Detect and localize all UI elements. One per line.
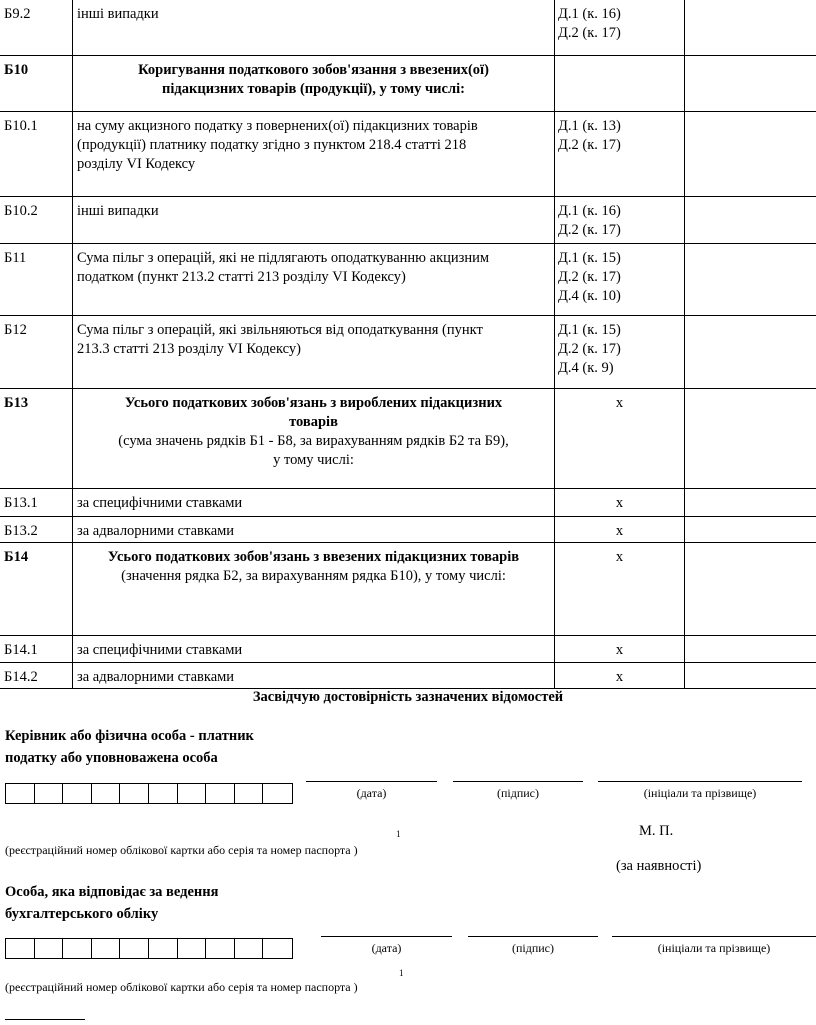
row-reference: х bbox=[555, 517, 685, 542]
table-row bbox=[0, 663, 816, 689]
row-reference bbox=[555, 112, 685, 196]
reg-number-boxes-2[interactable] bbox=[5, 938, 293, 959]
description-line: Сума пільг з операцій, які звільняються від оподаткування (пункт bbox=[77, 322, 483, 338]
digit-box[interactable] bbox=[178, 939, 207, 958]
row-description bbox=[73, 244, 555, 315]
row-reference: х bbox=[555, 636, 685, 662]
digit-box[interactable] bbox=[63, 784, 92, 803]
footnote-mark-2: 1 bbox=[399, 968, 404, 978]
row-description bbox=[73, 112, 555, 196]
row-code: Б10.1 bbox=[0, 112, 73, 196]
digit-box[interactable] bbox=[178, 784, 207, 803]
row-description bbox=[73, 543, 555, 635]
description-line: розділу VI Кодексу bbox=[77, 156, 196, 172]
row-description bbox=[73, 389, 555, 488]
description-line: за специфічними ставками bbox=[77, 495, 243, 511]
section1-title bbox=[5, 725, 254, 769]
date-line-1[interactable] bbox=[306, 781, 437, 782]
description-line: за адвалорними ставками bbox=[77, 669, 235, 685]
name-line-2[interactable] bbox=[612, 936, 816, 937]
table-row bbox=[0, 517, 816, 543]
reference-line: Д.2 (к. 17) bbox=[558, 137, 621, 153]
row-amount[interactable] bbox=[685, 517, 816, 542]
section2-title-line1: Особа, яка відповідає за ведення bbox=[5, 884, 219, 900]
row-reference bbox=[555, 0, 685, 55]
row-code: Б14.1 bbox=[0, 636, 73, 662]
digit-box[interactable] bbox=[149, 784, 178, 803]
reg-number-note-2: (реєстраційний номер облікової картки або серія та номер паспорта ) bbox=[5, 980, 358, 994]
row-reference bbox=[555, 316, 685, 388]
table-row bbox=[0, 244, 816, 316]
name-caption-2: (ініціали та прізвище) bbox=[657, 941, 771, 955]
description-bold-line: Усього податкових зобов'язань з вироблених підакцизних bbox=[124, 395, 503, 411]
reference-line: Д.2 (к. 17) bbox=[558, 222, 621, 238]
row-amount[interactable] bbox=[685, 112, 816, 196]
row-description bbox=[73, 517, 555, 542]
section2-title bbox=[5, 881, 218, 925]
row-code: Б13.2 bbox=[0, 517, 73, 542]
table-row bbox=[0, 316, 816, 389]
digit-box[interactable] bbox=[35, 939, 64, 958]
row-amount[interactable] bbox=[685, 489, 816, 516]
reg-number-boxes-1[interactable] bbox=[5, 783, 293, 804]
reference-line: Д.2 (к. 17) bbox=[558, 269, 621, 285]
row-code: Б12 bbox=[0, 316, 73, 388]
row-description bbox=[73, 0, 555, 55]
row-amount[interactable] bbox=[685, 543, 816, 635]
digit-box[interactable] bbox=[206, 784, 235, 803]
name-line-1[interactable] bbox=[598, 781, 802, 782]
stamp-place-label: М. П. bbox=[639, 823, 674, 839]
row-reference bbox=[555, 197, 685, 243]
reference-line: Д.1 (к. 16) bbox=[558, 203, 621, 219]
signature-line-2[interactable] bbox=[468, 936, 598, 937]
description-line: податком (пункт 213.2 статті 213 розділу VI Кодексу) bbox=[77, 269, 406, 285]
description-line: Сума пільг з операцій, які не підлягають оподаткуванню акцизним bbox=[77, 250, 490, 266]
reg-number-note-1: (реєстраційний номер облікової картки або серія та номер паспорта ) bbox=[5, 843, 358, 857]
digit-box[interactable] bbox=[120, 939, 149, 958]
row-amount[interactable] bbox=[685, 56, 816, 111]
description-line: за адвалорними ставками bbox=[77, 523, 235, 539]
row-reference bbox=[555, 244, 685, 315]
table-row bbox=[0, 636, 816, 663]
row-description bbox=[73, 489, 555, 516]
description-line: (продукції) платнику податку згідно з пунктом 218.4 статті 218 bbox=[77, 137, 467, 153]
description-line: (значення рядка Б2, за вирахуванням рядка Б10), у тому числі: bbox=[121, 568, 506, 584]
row-code: Б10.2 bbox=[0, 197, 73, 243]
row-description bbox=[73, 663, 555, 688]
reference-line: Д.4 (к. 10) bbox=[558, 288, 621, 304]
reference-line: Д.1 (к. 16) bbox=[558, 6, 621, 22]
if-any-note: (за наявності) bbox=[616, 858, 702, 874]
section2-title-line2: бухгалтерського обліку bbox=[5, 906, 159, 922]
digit-box[interactable] bbox=[35, 784, 64, 803]
table-row bbox=[0, 197, 816, 244]
description-bold-line: Усього податкових зобов'язань з ввезених підакцизних товарів bbox=[107, 549, 520, 565]
row-description bbox=[73, 636, 555, 662]
description-line: Коригування податкового зобов'язання з ввезених(ої) bbox=[138, 62, 489, 78]
row-reference: х bbox=[555, 543, 685, 635]
row-description bbox=[73, 56, 555, 111]
digit-box[interactable] bbox=[235, 939, 264, 958]
row-amount[interactable] bbox=[685, 663, 816, 688]
section1-title-line1: Керівник або фізична особа - платник bbox=[5, 728, 254, 744]
row-code: Б14.2 bbox=[0, 663, 73, 688]
reference-line: Д.1 (к. 13) bbox=[558, 118, 621, 134]
row-code: Б14 bbox=[0, 543, 73, 635]
digit-box[interactable] bbox=[120, 784, 149, 803]
description-line: у тому числі: bbox=[273, 452, 354, 468]
reference-line: Д.4 (к. 9) bbox=[558, 360, 614, 376]
digit-box[interactable] bbox=[263, 939, 292, 958]
row-description bbox=[73, 316, 555, 388]
description-line: 213.3 статті 213 розділу VI Кодексу) bbox=[77, 341, 301, 357]
date-caption-1: (дата) bbox=[356, 786, 387, 800]
signature-line-1[interactable] bbox=[453, 781, 583, 782]
row-reference bbox=[555, 56, 685, 111]
reference-line: Д.1 (к. 15) bbox=[558, 250, 621, 266]
digit-box[interactable] bbox=[6, 784, 35, 803]
description-line: за специфічними ставками bbox=[77, 642, 243, 658]
digit-box[interactable] bbox=[206, 939, 235, 958]
signature-caption-2: (підпис) bbox=[511, 941, 555, 955]
table-row bbox=[0, 112, 816, 197]
row-code: Б13.1 bbox=[0, 489, 73, 516]
name-caption-1: (ініціали та прізвище) bbox=[643, 786, 757, 800]
row-amount[interactable] bbox=[685, 244, 816, 315]
digit-box[interactable] bbox=[6, 939, 35, 958]
row-reference: х bbox=[555, 489, 685, 516]
digit-box[interactable] bbox=[149, 939, 178, 958]
row-code: Б11 bbox=[0, 244, 73, 315]
digit-box[interactable] bbox=[235, 784, 264, 803]
row-reference: х bbox=[555, 663, 685, 688]
digit-box[interactable] bbox=[92, 784, 121, 803]
table-row bbox=[0, 489, 816, 517]
date-caption-2: (дата) bbox=[371, 941, 402, 955]
digit-box[interactable] bbox=[63, 939, 92, 958]
description-bold-line: товарів bbox=[289, 414, 338, 430]
row-code: Б10 bbox=[0, 56, 73, 111]
description-line: інші випадки bbox=[77, 6, 159, 22]
digit-box[interactable] bbox=[263, 784, 292, 803]
row-amount[interactable] bbox=[685, 0, 816, 55]
table-row bbox=[0, 389, 816, 489]
row-reference: х bbox=[555, 389, 685, 488]
row-amount[interactable] bbox=[685, 197, 816, 243]
row-code: Б9.2 bbox=[0, 0, 73, 55]
digit-box[interactable] bbox=[92, 939, 121, 958]
date-line-2[interactable] bbox=[321, 936, 452, 937]
table-row bbox=[0, 0, 816, 56]
row-amount[interactable] bbox=[685, 316, 816, 388]
table-row bbox=[0, 543, 816, 636]
section1-title-line2: податку або уповноважена особа bbox=[5, 750, 218, 766]
footnote-separator bbox=[5, 1019, 85, 1020]
description-line: інші випадки bbox=[77, 203, 159, 219]
certification-title: Засвідчую достовірність зазначених відомостей bbox=[252, 689, 564, 705]
row-amount[interactable] bbox=[685, 389, 816, 488]
row-amount[interactable] bbox=[685, 636, 816, 662]
signature-caption-1: (підпис) bbox=[496, 786, 540, 800]
reference-line: Д.1 (к. 15) bbox=[558, 322, 621, 338]
description-line: (сума значень рядків Б1 - Б8, за вирахуванням рядків Б2 та Б9), bbox=[118, 433, 509, 449]
table-row bbox=[0, 56, 816, 112]
reference-line: Д.2 (к. 17) bbox=[558, 341, 621, 357]
footnote-mark-1: 1 bbox=[396, 829, 401, 839]
row-code: Б13 bbox=[0, 389, 73, 488]
description-line: підакцизних товарів (продукції), у тому числі: bbox=[162, 81, 465, 97]
reference-line: Д.2 (к. 17) bbox=[558, 25, 621, 41]
description-line: на суму акцизного податку з повернених(ої) підакцизних товарів bbox=[77, 118, 478, 134]
row-description bbox=[73, 197, 555, 243]
